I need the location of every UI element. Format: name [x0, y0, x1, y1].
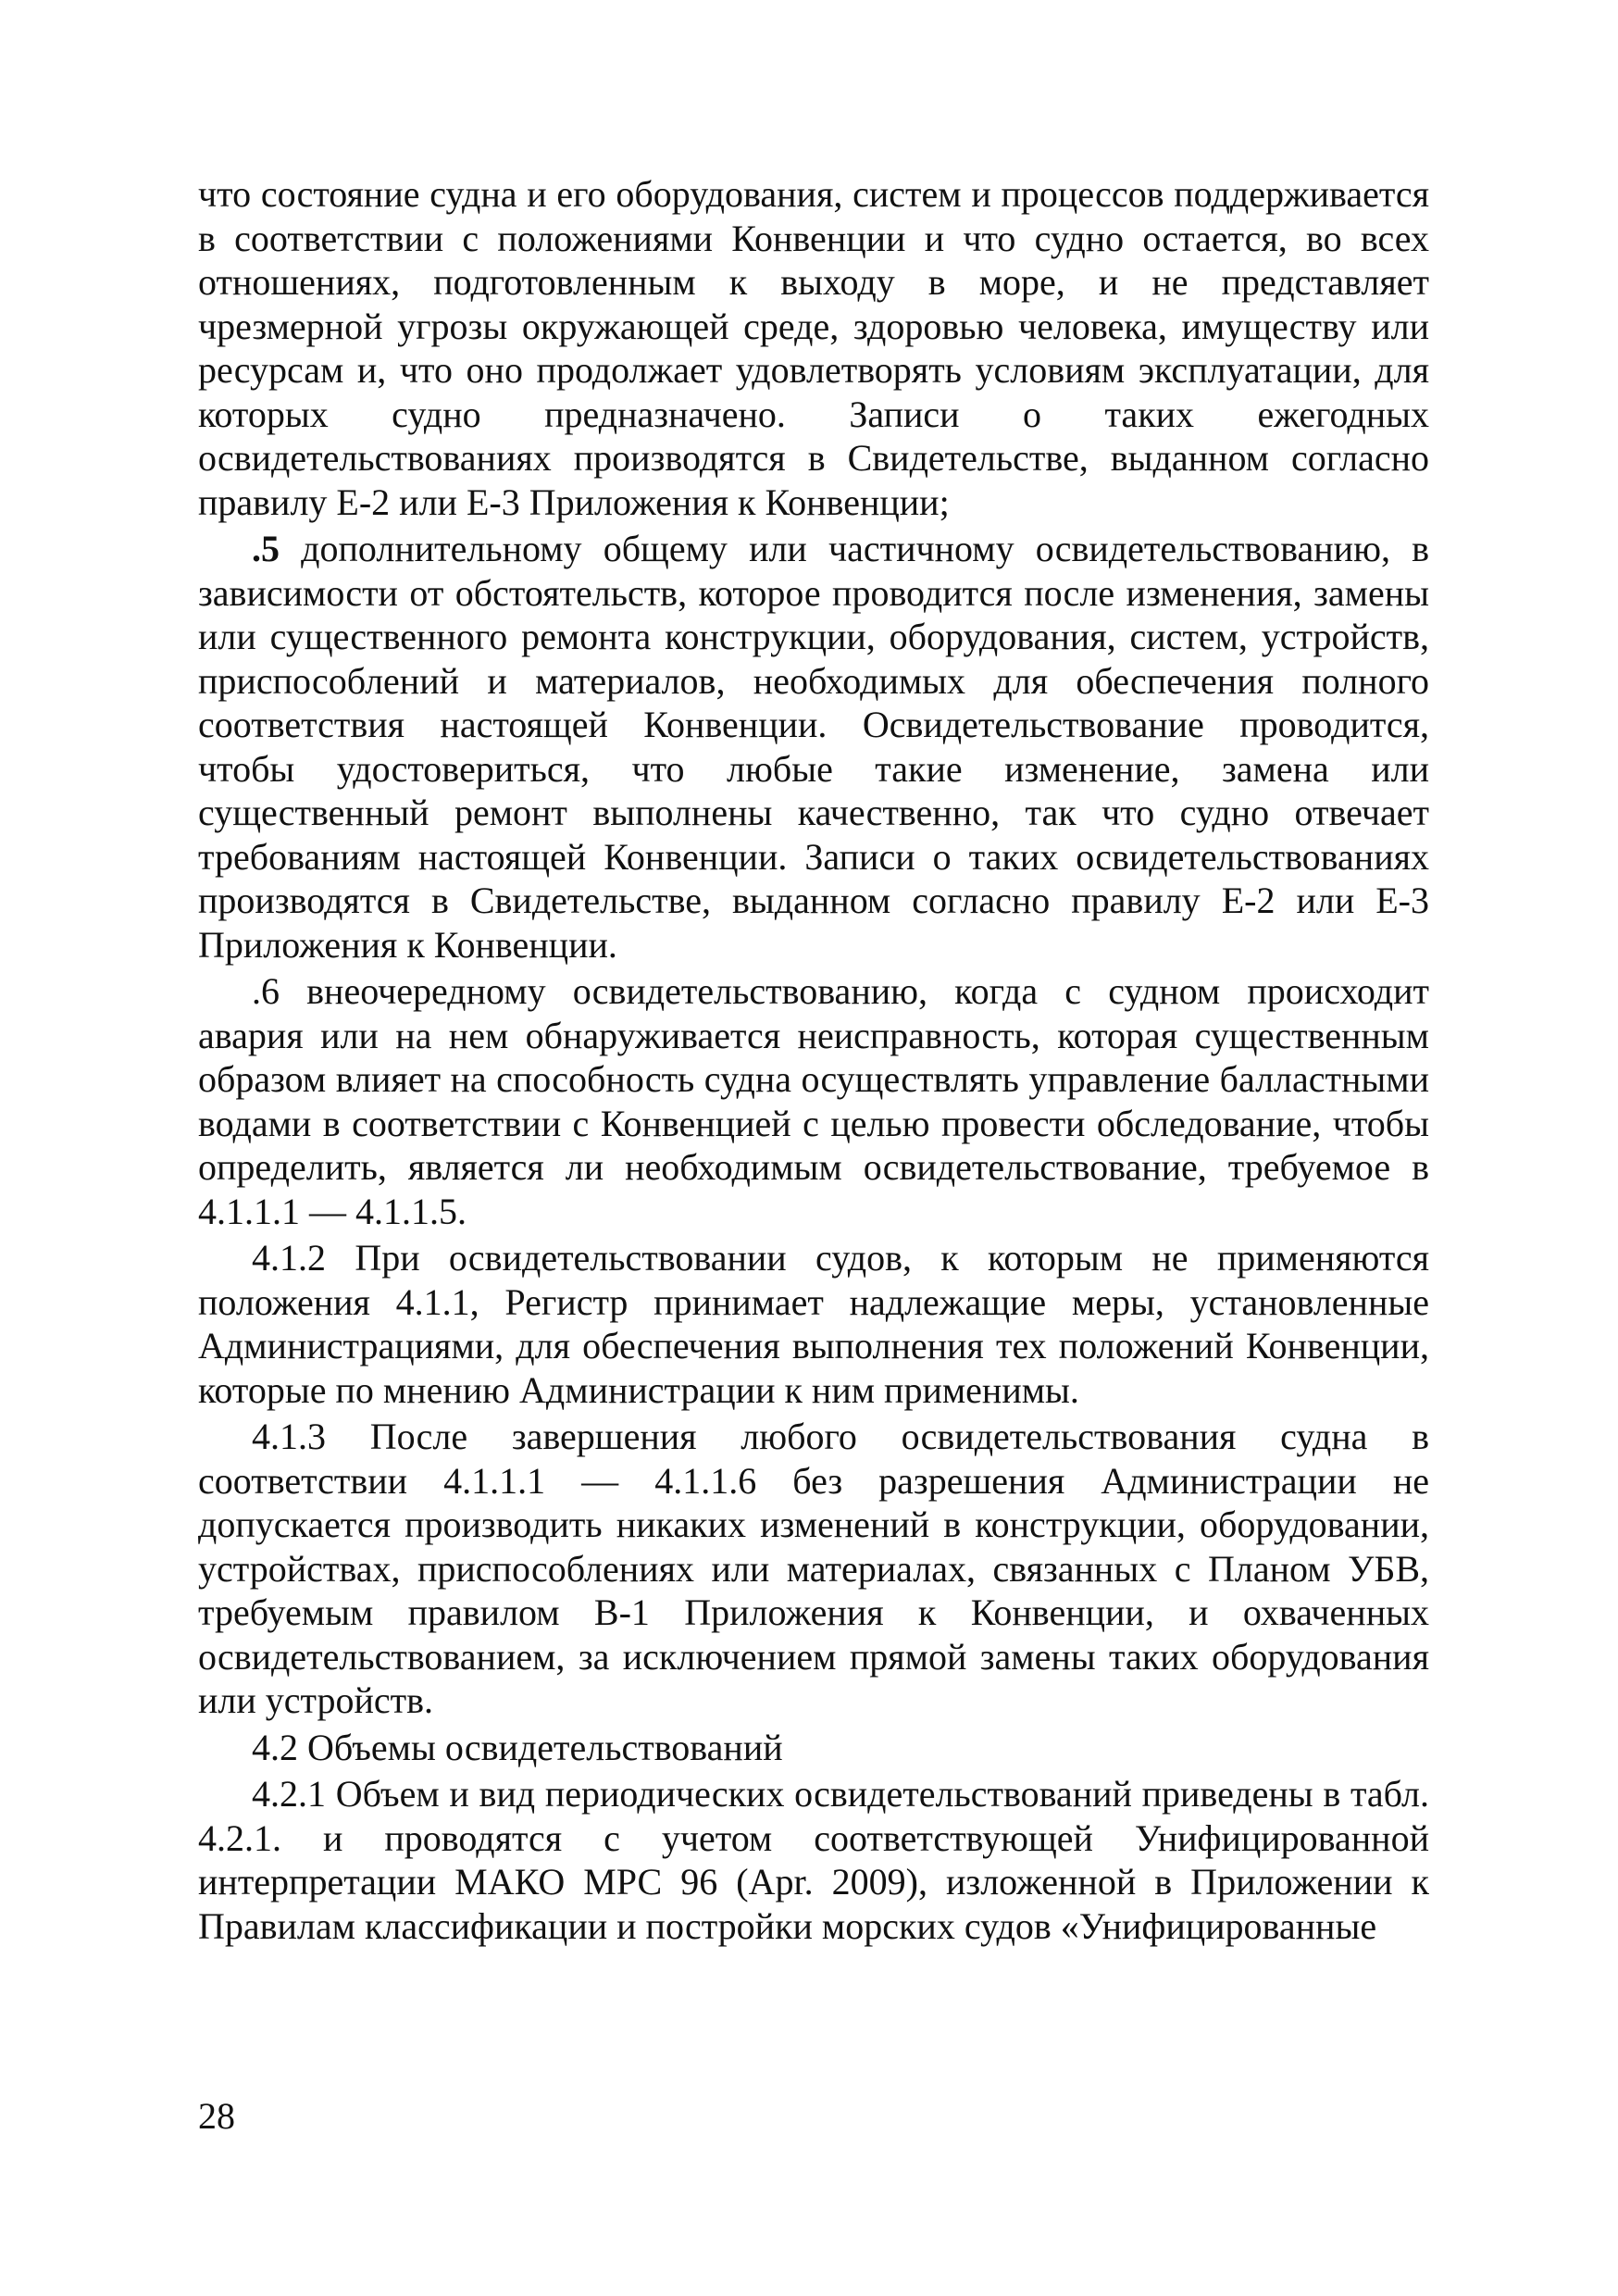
document-page [198, 172, 1429, 2135]
paragraph-4-1-3: 4.1.3 После завершения любого освидетельствования судна в соответствии 4.1.1.1 — 4.1.1.6 без разрешения Администрации не допускается производить никаких изменений в конструкции, оборудовании, устройствах, приспособлениях или материалах, связанных с Планом УБВ, требуемым правилом В-1 Приложения к Конвенции, и охваченных освидетельствованием, за исключением прямой замены таких оборудования или устройств. [198, 1416, 1429, 1721]
item-text: дополнительному общему или частичному освидетельствованию, в зависимости от обстоятельств, которое проводится после изменения, замены или существенного ремонта конструкции, оборудования, систем, устройств, приспособлений и материалов, необходимых для обеспечения полного соответствия настоящей Конвенции. Освидетельствование проводится, чтобы удостовериться, что любые такие изменение, замена или существенный ремонт выполнены качественно, так что судно отвечает требованиям настоящей Конвенции. Записи о таких освидетельствованиях производятся в Свидетельстве, выданном согласно правилу Е-2 или Е-3 Приложения к Конвенции. [198, 528, 1429, 966]
paragraph-continuation: что состояние судна и его оборудования, систем и процессов поддерживается в соответствии с положениями Конвенции и что судно остается, во всех отношениях, подготовленным к выходу в море, и не представляет чрезмерной угрозы окружающей среде, здоровью человека, имуществу или ресурсам и, что оно продолжает удовлетворять условиям эксплуатации, для которых судно предназначено. Записи о таких ежегодных освидетельствованиях производятся в Свидетельстве, выданном согласно правилу Е-2 или Е-3 Приложения к Конвенции; [198, 173, 1429, 523]
paragraph-item-5 [198, 527, 1429, 967]
item-number: .5 [252, 528, 280, 569]
paragraph-item-6: .6 внеочередному освидетельствованию, когда с судном происходит авария или на нем обнаруживается неисправность, которая существенным образом влияет на способность судна осуществлять управление балластными водами в соответствии с Конвенцией с целью провести обследование, чтобы определить, является ли необходимым освидетельствование, требуемое в 4.1.1.1 — 4.1.1.5. [198, 970, 1429, 1232]
paragraph-4-1-2: 4.1.2 При освидетельствовании судов, к которым не применяются положения 4.1.1, Регистр принимает надлежащие меры, установленные Администрациями, для обеспечения выполнения тех положений Конвенции, которые по мнению Администрации к ним применимы. [198, 1237, 1429, 1411]
section-heading-4-2: 4.2 Объемы освидетельствований [252, 1726, 783, 1768]
page-number: 28 [198, 2095, 235, 2137]
paragraph-4-2-1: 4.2.1 Объем и вид периодических освидетельствований приведены в табл. 4.2.1. и проводятся с учетом соответствующей Унифицированной интерпретации МАКО МРС 96 (Apr. 2009), изложенной в Приложении к Правилам классификации и постройки морских судов «Унифицированные [198, 1773, 1429, 1947]
